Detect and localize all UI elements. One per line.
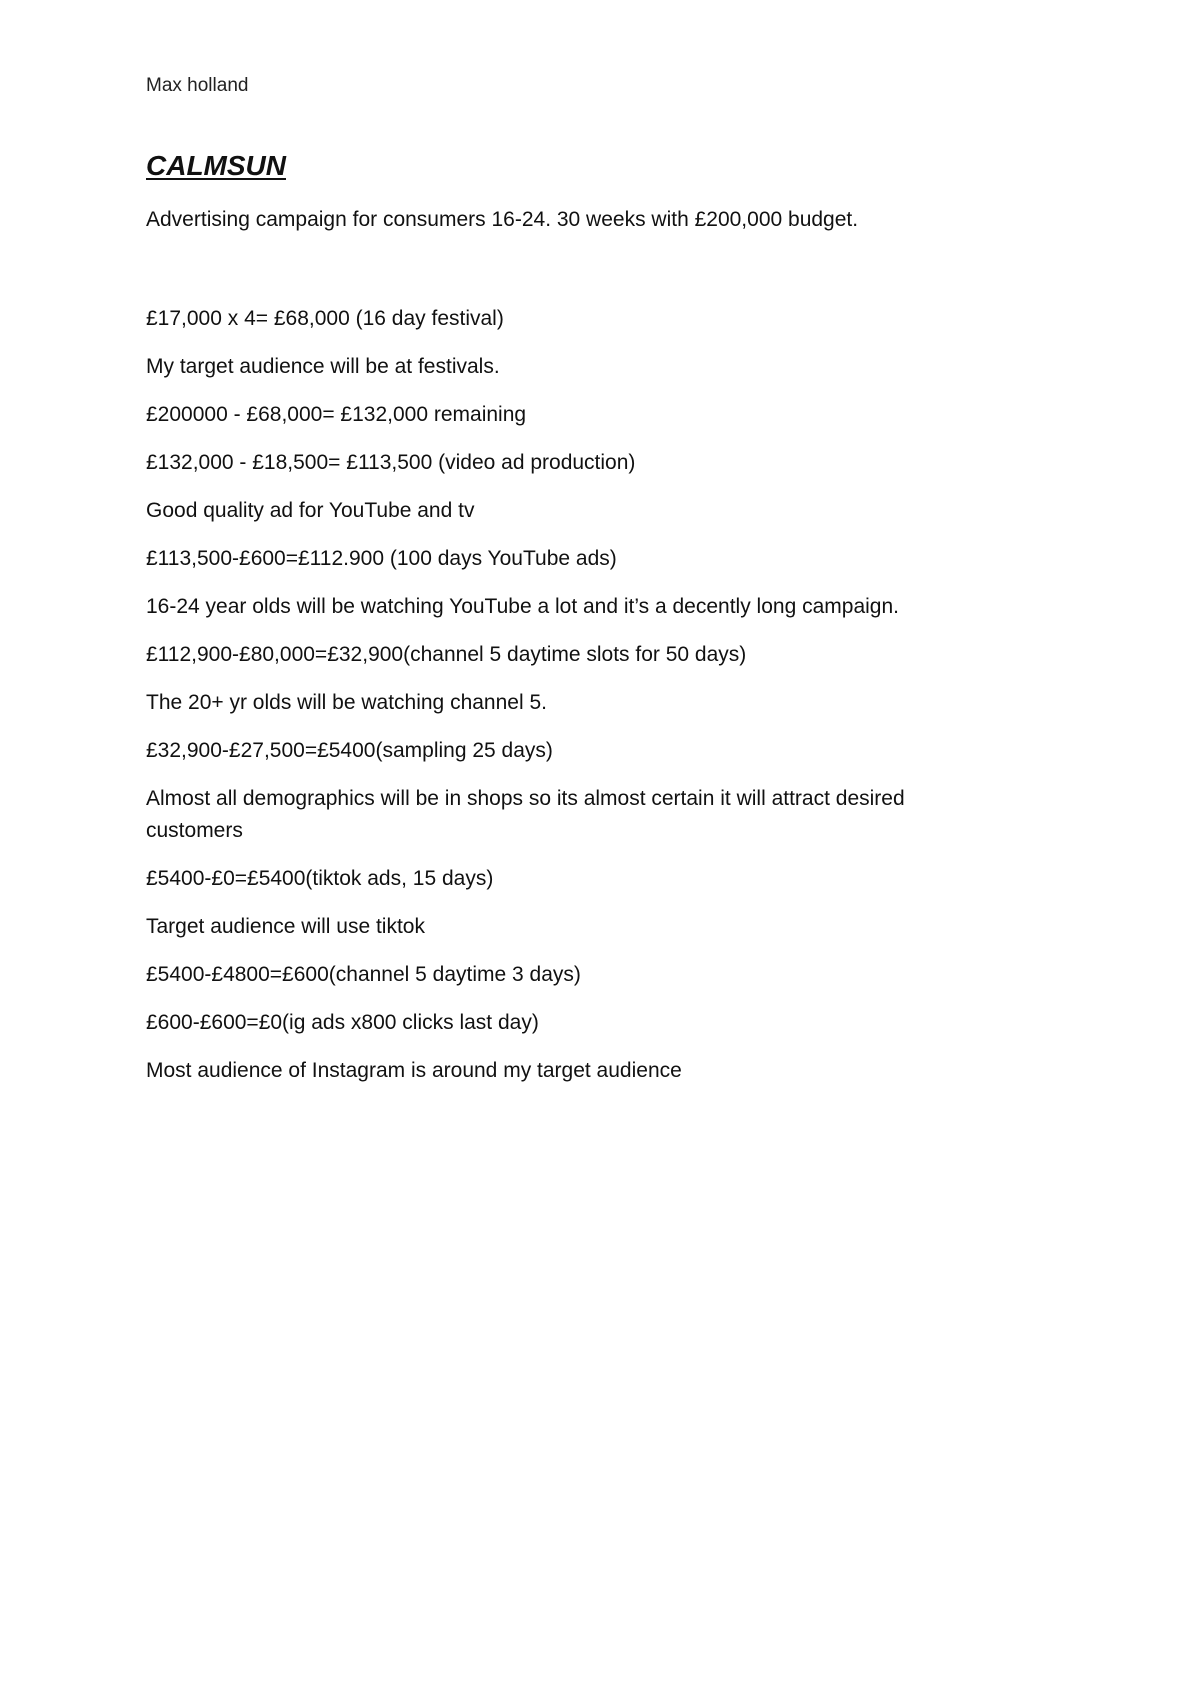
budget-line: £32,900-£27,500=£5400(sampling 25 days) — [146, 739, 553, 762]
document-title: CALMSUN — [146, 150, 286, 181]
budget-line: £600-£600=£0(ig ads x800 clicks last day) — [146, 1011, 539, 1034]
budget-line: 16-24 year olds will be watching YouTube a lot and it’s a decently long campaign. — [146, 595, 899, 618]
budget-line: £5400-£4800=£600(channel 5 daytime 3 days) — [146, 963, 581, 986]
budget-line: £132,000 - £18,500= £113,500 (video ad production) — [146, 451, 636, 474]
budget-line: £200000 - £68,000= £132,000 remaining — [146, 403, 527, 426]
author-header: Max holland — [146, 75, 249, 96]
budget-line: My target audience will be at festivals. — [146, 355, 500, 378]
budget-line: Most audience of Instagram is around my target audience — [146, 1059, 682, 1082]
intro-paragraph: Advertising campaign for consumers 16-24. 30 weeks with £200,000 budget. — [146, 208, 859, 231]
budget-line: £113,500-£600=£112.900 (100 days YouTube ads) — [146, 547, 617, 570]
budget-line: Good quality ad for YouTube and tv — [146, 499, 475, 522]
budget-line: Almost all demographics will be in shops so its almost certain it will attract desired customers — [146, 787, 905, 842]
budget-line: Target audience will use tiktok — [146, 915, 425, 938]
budget-line: The 20+ yr olds will be watching channel 5. — [146, 691, 547, 714]
budget-line: £17,000 x 4= £68,000 (16 day festival) — [146, 307, 504, 330]
budget-line: £5400-£0=£5400(tiktok ads, 15 days) — [146, 867, 494, 890]
budget-line: £112,900-£80,000=£32,900(channel 5 daytime slots for 50 days) — [146, 643, 747, 666]
budget-lines — [146, 303, 1006, 1103]
